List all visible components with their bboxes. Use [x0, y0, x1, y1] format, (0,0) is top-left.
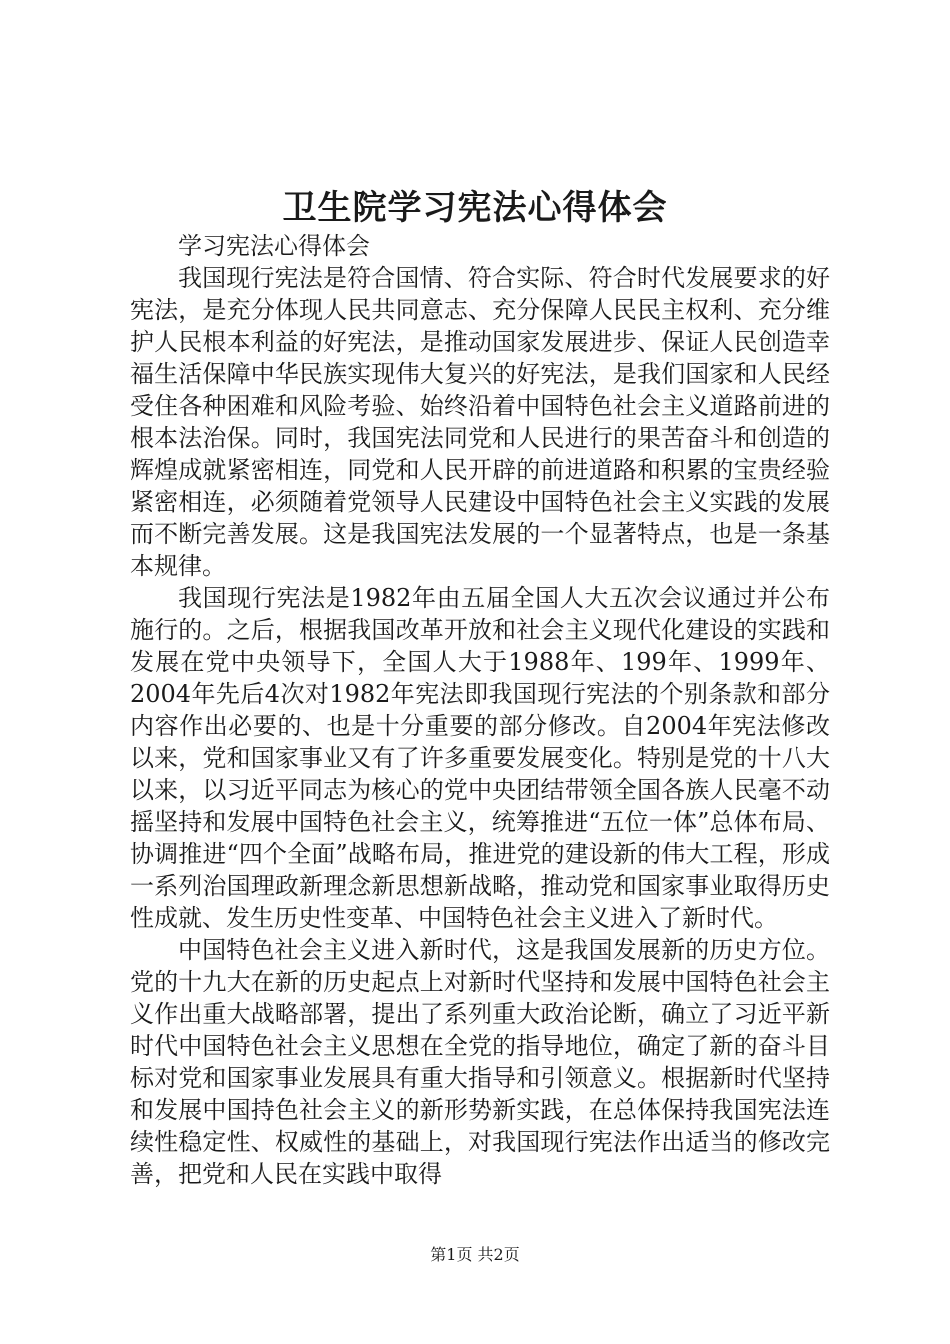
- paragraph: 我国现行宪法是符合国情、符合实际、符合时代发展要求的好宪法，是充分体现人民共同意志、充分保障人民民主权利、充分维护人民根本利益的好宪法，是推动国家发展进步、保证人民创造幸福生活保障中华民族实现伟大复兴的好宪法，是我们国家和人民经受住各种困难和风险考验、始终沿着中国特色社会主义道路前进的根本法治保。同时，我国宪法同党和人民进行的果苦奋斗和创造的辉煌成就紧密相连，同党和人民开辟的前进道路和积累的宝贵经验紧密相连，必须随着党领导人民建设中国特色社会主义实践的发展而不断完善发展。这是我国宪法发展的一个显著特点，也是一条基本规律。: [130, 264, 830, 580]
- paragraph: 我国现行宪法是1982年由五届全国人大五次会议通过并公布施行的。之后，根据我国改革开放和社会主义现代化建设的实践和发展在党中央领导下，全国人大于1988年、199年、1999年、2004年先后4次对1982年宪法即我国现行宪法的个别条款和部分内容作出必要的、也是十分重要的部分修改。自2004年宪法修改以来，党和国家事业又有了许多重要发展变化。特别是党的十八大以来，以习近平同志为核心的党中央团结带领全国各族人民毫不动摇坚持和发展中国特色社会主义，统筹推进“五位一体”总体布局、协调推进“四个全面”战略布局，推进党的建设新的伟大工程，形成一系列治国理政新理念新思想新战略，推动党和国家事业取得历史性成就、发生历史性变革、中国特色社会主义进入了新时代。: [130, 584, 830, 932]
- paragraph: 中国特色社会主义进入新时代，这是我国发展新的历史方位。党的十九大在新的历史起点上对新时代坚持和发展中国特色社会主义作出重大战略部署，提出了系列重大政治论断，确立了习近平新时代中国特色社会主义思想在全党的指导地位，确定了新的奋斗目标对党和国家事业发展具有重大指导和引领意义。根据新时代坚持和发展中国持色社会主义的新形势新实践，在总体保持我国宪法连续性稳定性、权威性的基础上，对我国现行宪法作出适当的修改完善，把党和人民在实践中取得: [130, 936, 830, 1188]
- page-footer: 第1页 共2页: [430, 1245, 520, 1264]
- paragraph-subtitle: 学习宪法心得体会: [178, 232, 370, 260]
- document-body: [130, 230, 830, 1190]
- document-title: 卫生院学习宪法心得体会: [282, 188, 668, 228]
